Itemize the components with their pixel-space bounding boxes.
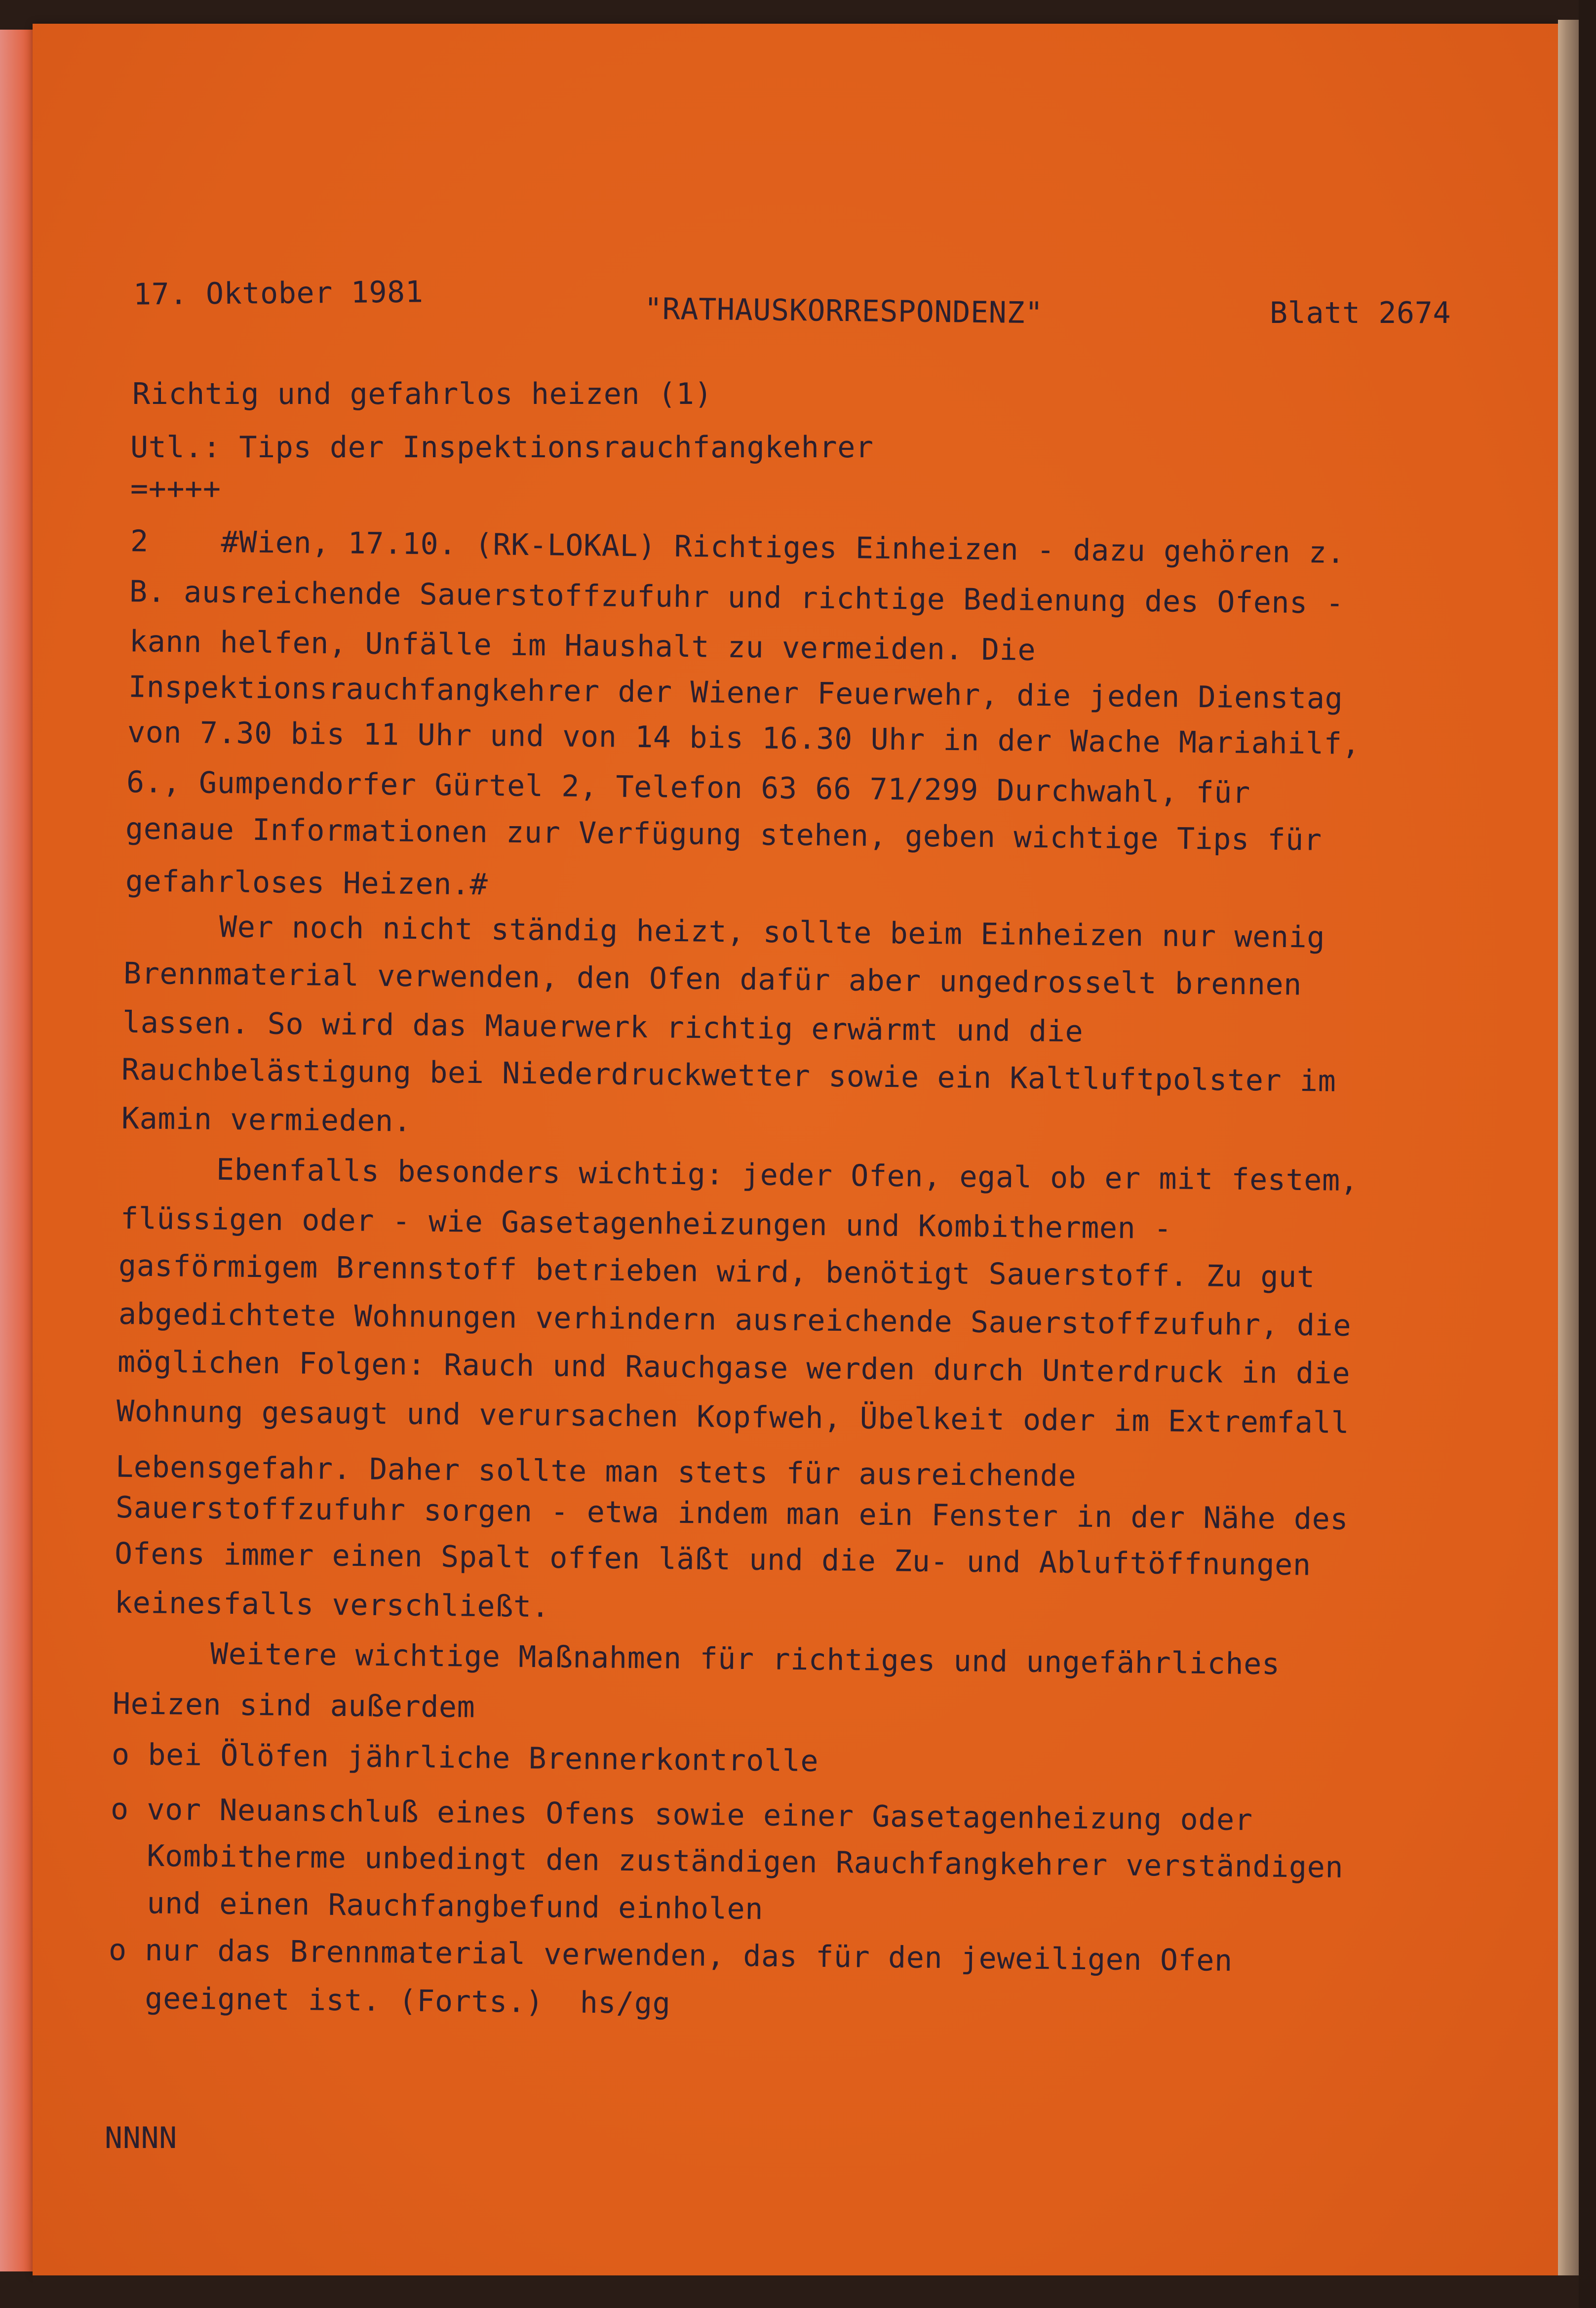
body-line: möglichen Folgen: Rauch und Rauchgase werden durch Unterdruck in die: [117, 1345, 1351, 1391]
body-line: Wer noch nicht ständig heizt, sollte beim Einheizen nur wenig: [219, 910, 1325, 955]
body-line: abgedichtete Wohnungen verhindern ausreichende Sauerstoffzufuhr, die: [118, 1297, 1352, 1343]
body-line: 2 #Wien, 17.10. (RK-LOKAL) Richtiges Einheizen - dazu gehören z.: [130, 524, 1345, 570]
body-line: 6., Gumpendorfer Gürtel 2, Telefon 63 66 71/299 Durchwahl, für: [126, 765, 1251, 810]
article-title: Richtig und gefahrlos heizen (1): [132, 377, 713, 411]
body-line: flüssigen oder - wie Gasetagenheizungen und Kombithermen -: [120, 1201, 1172, 1246]
header-date: 17. Oktober 1981: [133, 275, 424, 312]
body-line: keinesfalls verschließt.: [114, 1585, 550, 1625]
body-line: B. ausreichende Sauerstoffzufuhr und richtige Bedienung des Ofens -: [129, 574, 1344, 621]
body-line: Rauchbelästigung bei Niederdruckwetter sowie ein Kaltluftpolster im: [121, 1052, 1336, 1099]
body-line: Kamin vermieden.: [121, 1101, 412, 1139]
body-line: kann helfen, Unfälle im Haushalt zu vermeiden. Die: [129, 624, 1036, 668]
bullet-item: o bei Ölöfen jährliche Brennerkontrolle: [111, 1737, 819, 1779]
start-marker: =++++: [130, 472, 221, 506]
end-marker: NNNN: [105, 2121, 177, 2155]
body-line: Ebenfalls besonders wichtig: jeder Ofen, egal ob er mit festem,: [216, 1152, 1359, 1198]
body-line: Inspektionsrauchfangkehrer der Wiener Feuerwehr, die jeden Dienstag: [128, 670, 1343, 716]
bullet-item: o nur das Brennmaterial verwenden, das für den jeweiligen Ofen: [108, 1933, 1233, 1978]
body-line: Wohnung gesaugt und verursachen Kopfweh, Übelkeit oder im Extremfall: [116, 1394, 1350, 1440]
header-sheet-number: Blatt 2674: [1270, 296, 1451, 330]
body-line: Weitere wichtige Maßnahmen für richtiges und ungefährliches: [210, 1636, 1280, 1682]
page-left-edge: [0, 30, 34, 2271]
header-publication: "RATHAUSKORRESPONDENZ": [644, 291, 1044, 331]
bullet-continuation: und einen Rauchfangbefund einholen: [110, 1885, 764, 1927]
body-line: lassen. So wird das Mauerwerk richtig erwärmt und die: [122, 1005, 1084, 1049]
page-bottom-edge: [33, 2275, 1579, 2308]
body-line: gefahrloses Heizen.#: [125, 864, 488, 902]
bullet-continuation: Kombitherme unbedingt den zuständigen Rauchfangkehrer verständigen: [110, 1838, 1344, 1885]
body-line: Sauerstoffzufuhr sorgen - etwa indem man ein Fenster in der Nähe des: [115, 1490, 1349, 1537]
body-line: Brennmaterial verwenden, den Ofen dafür aber ungedrosselt brennen: [123, 956, 1302, 1002]
page-stack-edge: [1558, 20, 1579, 2276]
body-line: Lebensgefahr. Daher sollte man stets für ausreichende: [115, 1449, 1077, 1494]
body-line: gasförmigem Brennstoff betrieben wird, benötigt Sauerstoff. Zu gut: [118, 1248, 1316, 1295]
bullet-item: o vor Neuanschluß eines Ofens sowie einer Gasetagenheizung oder: [110, 1791, 1253, 1838]
article-subtitle: Utl.: Tips der Inspektionsrauchfangkehrer: [130, 430, 874, 465]
bullet-continuation: geeignet ist. (Forts.) hs/gg: [108, 1981, 671, 2021]
body-line: von 7.30 bis 11 Uhr und von 14 bis 16.30 Uhr in der Wache Mariahilf,: [127, 715, 1361, 761]
body-line: Heizen sind außerdem: [112, 1686, 475, 1725]
binding-spine: [1579, 0, 1596, 2308]
body-line: Ofens immer einen Spalt offen läßt und die Zu- und Abluftöffnungen: [114, 1536, 1312, 1583]
body-line: genaue Informationen zur Verfügung stehen, geben wichtige Tips für: [125, 811, 1323, 858]
